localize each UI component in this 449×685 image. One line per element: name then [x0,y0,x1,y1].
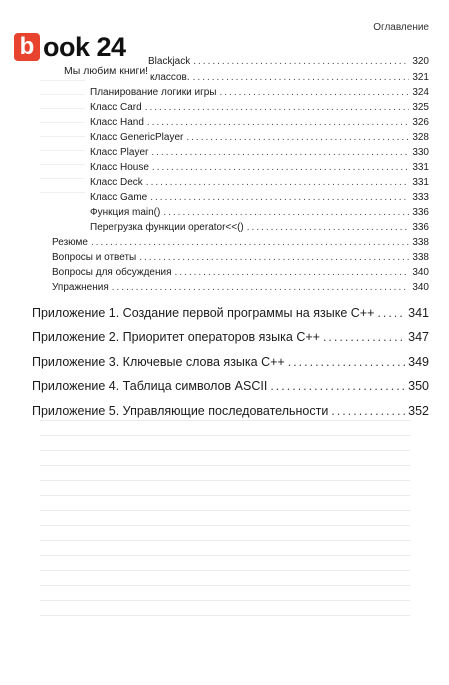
dot-leader [147,117,409,128]
toc-entry-label: Планирование логики игры [90,87,217,98]
toc-entry-page: 324 [412,87,429,98]
toc-entry-label: Приложение 2. Приоритет операторов языка C++ [32,330,320,344]
toc-entry-label: Приложение 1. Создание первой программы на языке C++ [32,306,375,320]
dot-leader [323,330,405,344]
toc-entry-page: 326 [412,117,429,128]
toc-entry-page: 331 [412,177,429,188]
toc-entry-label: Класс GenericPlayer [90,132,184,143]
dot-leader [247,222,410,233]
dot-leader [220,87,410,98]
dot-leader [331,404,405,418]
toc-entry-label: Класс Game [90,192,148,203]
dot-leader [270,379,405,393]
toc-entry [52,252,429,263]
dot-leader [112,282,410,293]
toc-entry [90,222,429,233]
book24-logo[interactable] [14,33,154,81]
toc-entry [150,72,429,83]
toc-entry [52,282,429,293]
toc-entry-label: Класс Deck [90,177,143,188]
toc-entry-label: Класс Hand [90,117,144,128]
toc-entry-page: 350 [408,379,429,393]
logo-badge-icon: b [14,33,40,61]
dot-leader [186,132,409,143]
dot-leader [146,177,410,188]
toc-entry-label: Перегрузка функции operator<<() [90,222,244,233]
toc-entry-page: 338 [412,252,429,263]
toc-entry [90,162,429,173]
dot-leader [150,192,409,203]
bleed-through-texture [40,420,410,620]
toc-entry-page: 320 [412,56,429,67]
toc-entry [90,87,429,98]
dot-leader [288,355,405,369]
toc-entry [52,237,429,248]
toc-entry-label: Приложение 5. Управляющие последовательности [32,404,329,418]
toc-entry-page: 330 [412,147,429,158]
toc-appendix-entry [32,355,429,369]
dot-leader [193,72,410,83]
toc-entry-page: 321 [412,72,429,83]
toc-entry-page: 340 [412,267,429,278]
toc-entry-page: 352 [408,404,429,418]
toc-appendix-entry [32,379,429,393]
toc-entry [148,56,429,67]
toc-entry-label: Blackjack [148,56,191,67]
dot-leader [139,252,409,263]
toc-entry-page: 347 [408,330,429,344]
toc-entry-page: 340 [412,282,429,293]
toc-entry-label: Упражнения [52,282,109,293]
dot-leader [145,102,410,113]
toc-entry-label: Класс Card [90,102,142,113]
toc-entry-label: Функция main() [90,207,161,218]
toc-entry [90,192,429,203]
logo-tagline: Мы любим книги! [64,65,149,77]
toc-entry [90,132,429,143]
toc-entry-page: 341 [408,306,429,320]
toc-entry-label: Класс House [90,162,149,173]
dot-leader [377,306,405,320]
toc-entry-page: 328 [412,132,429,143]
toc-entry [90,117,429,128]
dot-leader [175,267,410,278]
toc-entry-page: 336 [412,207,429,218]
toc-entry-label: Класс Player [90,147,149,158]
logo-wordmark: ook 24 [43,32,126,62]
toc-entry-page: 331 [412,162,429,173]
dot-leader [91,237,409,248]
dot-leader [151,147,409,158]
toc-appendix-entry [32,330,429,344]
dot-leader [152,162,409,173]
dot-leader [163,207,409,218]
toc-entry-label: Приложение 3. Ключевые слова языка C++ [32,355,285,369]
toc-entry [90,177,429,188]
toc-entry-page: 333 [412,192,429,203]
toc-entry [90,207,429,218]
toc-entry-label: Резюме [52,237,88,248]
page-header-title: Оглавление [373,22,429,33]
toc-entry-label: классов. [150,72,190,83]
bleed-through-texture [40,80,85,200]
toc-entry-page: 349 [408,355,429,369]
toc-entry-page: 325 [412,102,429,113]
toc-entry-label: Вопросы для обсуждения [52,267,172,278]
toc-entry-page: 336 [412,222,429,233]
toc-entry [90,147,429,158]
toc-entry-page: 338 [412,237,429,248]
toc-appendix-entry [32,306,429,320]
dot-leader [193,56,409,67]
toc-entry [52,267,429,278]
toc-appendix-entry [32,404,429,418]
toc-entry-label: Вопросы и ответы [52,252,137,263]
toc-entry-label: Приложение 4. Таблица символов ASCII [32,379,268,393]
toc-entry [90,102,429,113]
